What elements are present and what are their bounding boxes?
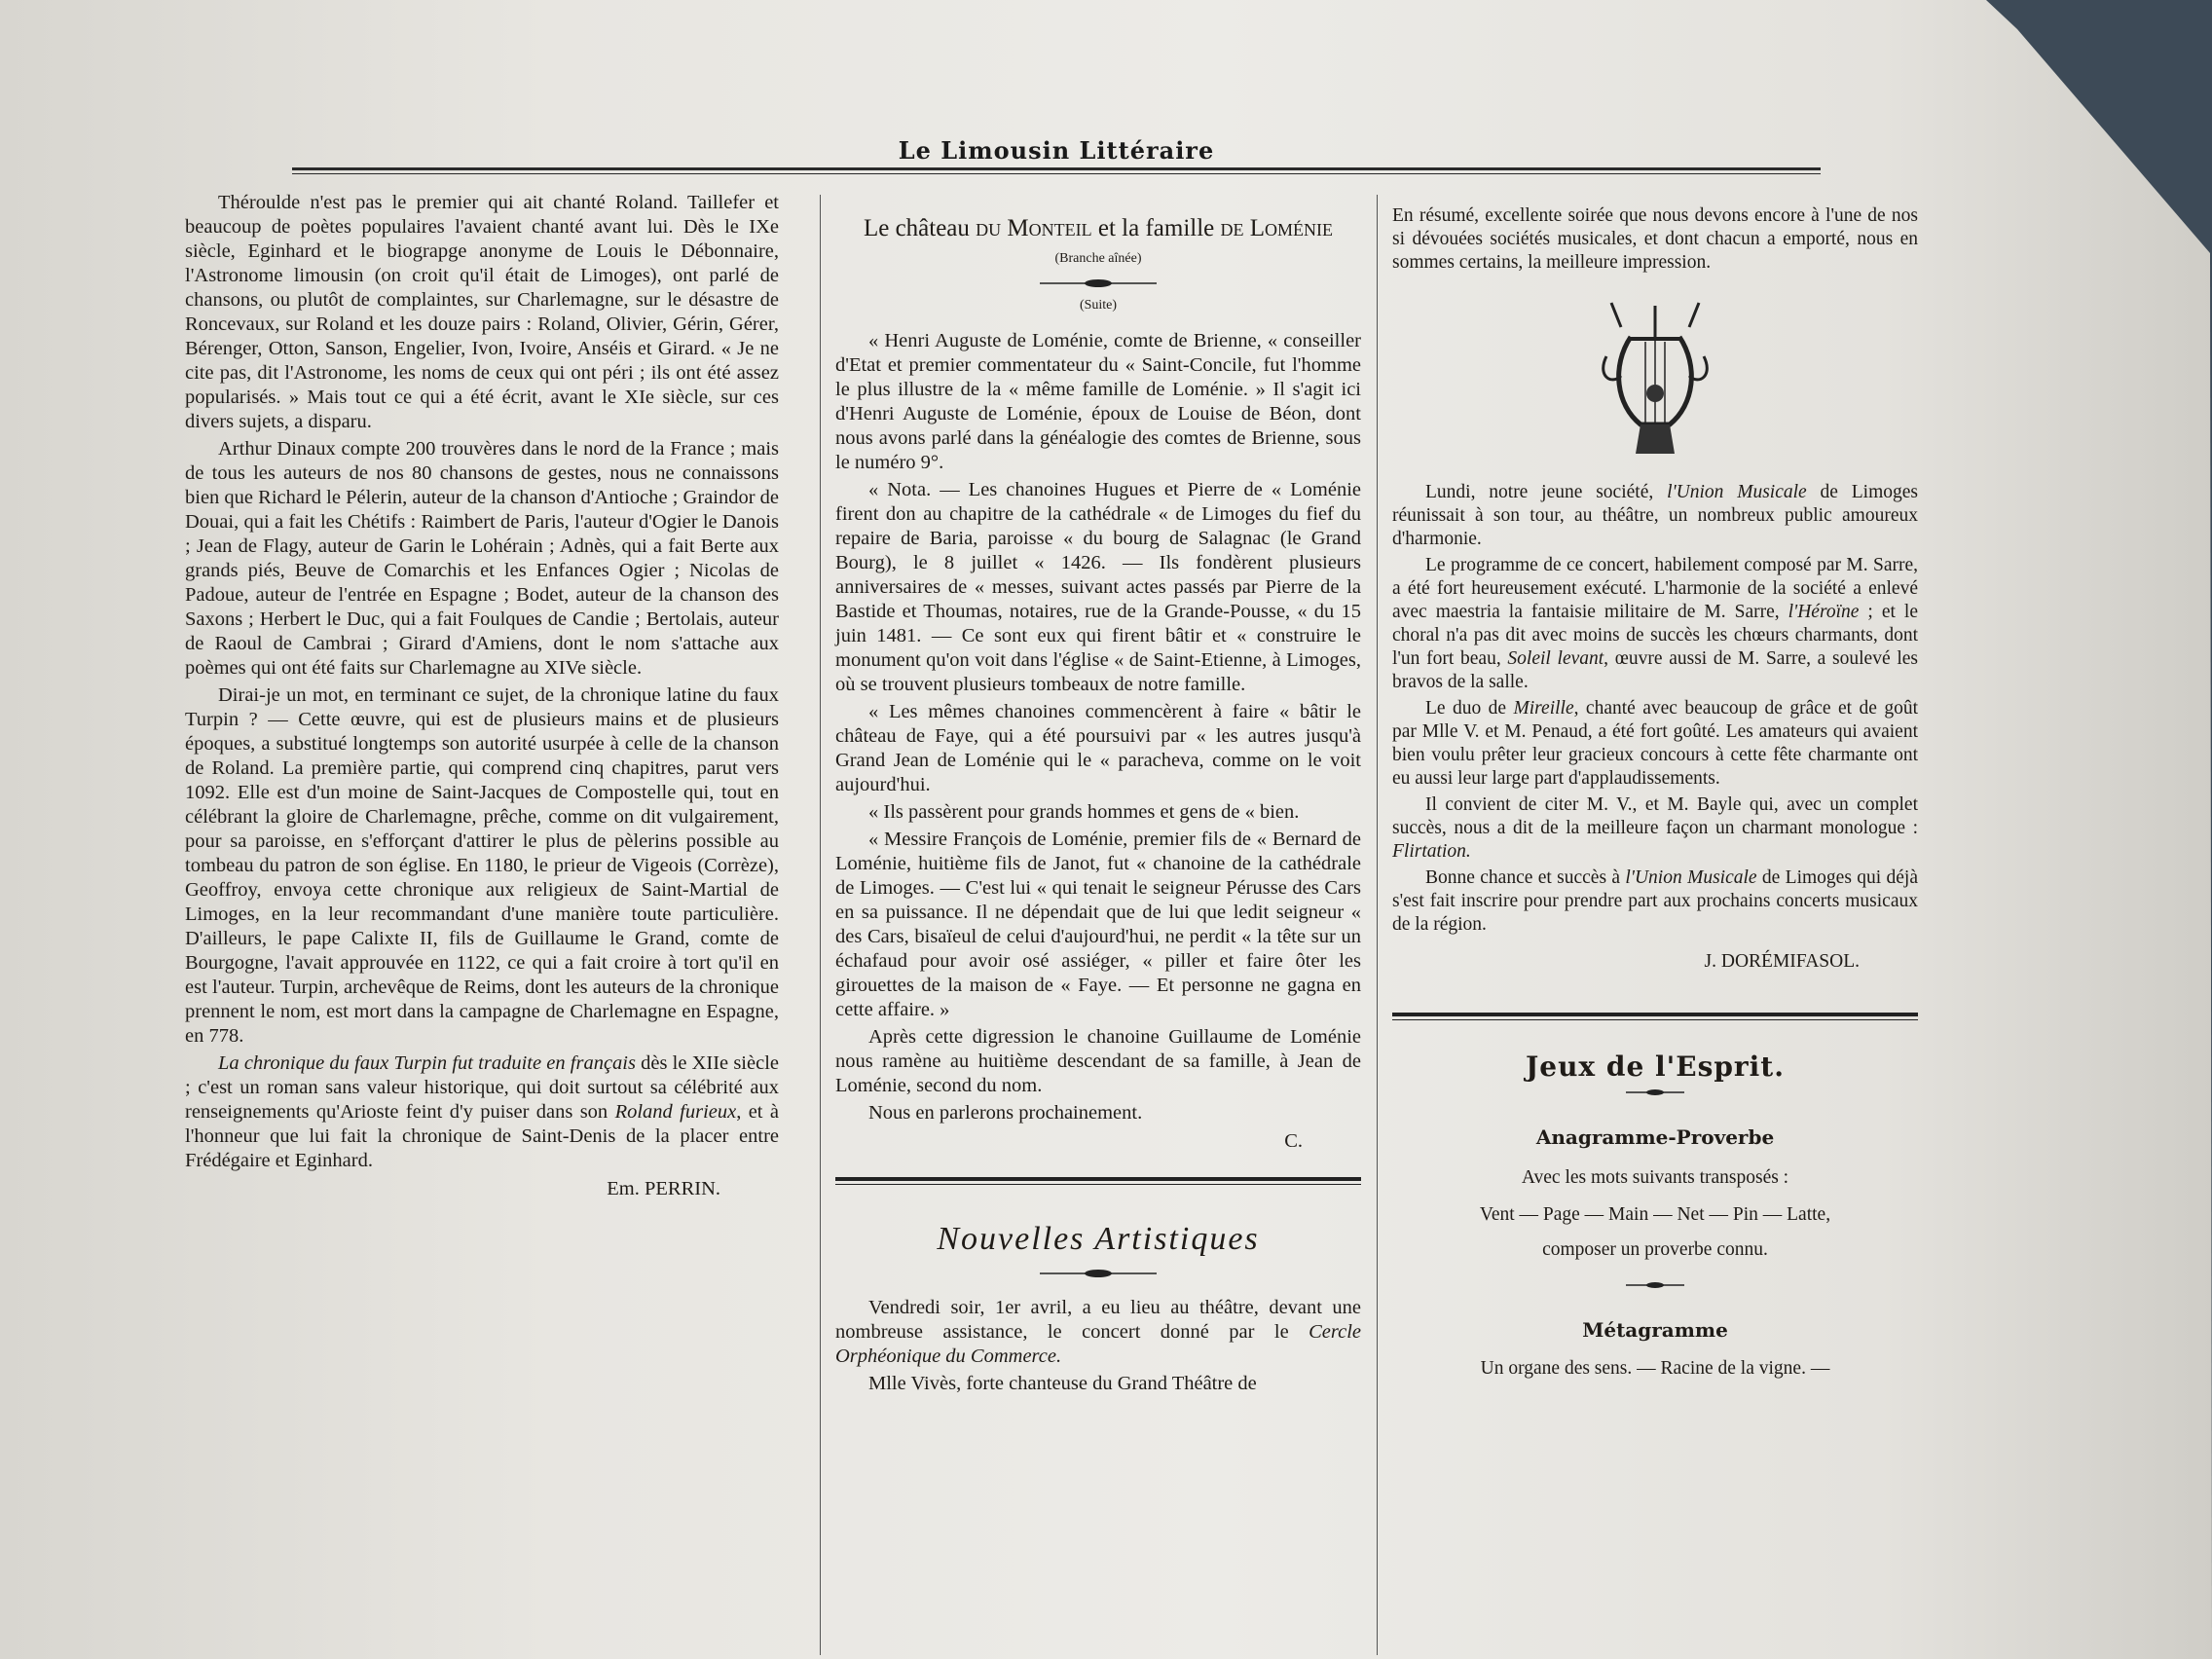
- masthead-rule-thin: [292, 173, 1821, 174]
- column-divider-right: [1377, 195, 1378, 1655]
- column-divider-left: [820, 195, 821, 1655]
- paragraph: Dirai-je un mot, en terminant ce sujet, de la chronique latine du faux Turpin ? — Cette œuvre, qui est de plusieurs mains et de plusieurs époques, a substitué longtemps son autorité usurpée à celle de la chanson de Roland. La première partie, qui comprend cinq chapitres, parut vers 1092. Elle est d'un moine de Saint-Jacques de Compostelle qui, tout en célébrant la gloire de Charlemagne, prêche, comme on dit vulgairement, pour sa paroisse, en s'efforçant d'attirer le plus de pèlerins possible au tombeau du patron de son église. En 1180, le prieur de Vigeois (Corrèze), Geoffroy, envoya cette chronique aux religieux de Saint-Martial de Limoges, en la leur recommandant d'une manière toute particulière. D'ailleurs, le pape Calixte II, fils de Guillaume le Grand, comte de Bourgogne, l'avait approuvée en 1122, ce qui a fait croire à tort qu'il en est l'auteur. Turpin, archevêque de Reims, dont les auteurs de la chronique prennent le nom, est mort dans la campagne de Charlemagne en Espagne, en 778.: [185, 684, 779, 1047]
- text: de Limoges réunissait à son tour, au théâtre, un nombreux public amoureux d'harmonie.: [1392, 482, 1918, 549]
- subtitle: (Branche aînée): [1054, 251, 1142, 266]
- text: Vendredi soir, 1er avril, a eu lieu au théâtre, devant une nombreuse assistance, le concert donné par le: [835, 1297, 1361, 1343]
- section-rule-thin: [1392, 1019, 1918, 1020]
- puzzle-text: composer un proverbe connu.: [1542, 1239, 1768, 1260]
- paragraph: Mlle Vivès, forte chanteuse du Grand Théâtre de: [868, 1373, 1257, 1394]
- title-part: Le château: [863, 215, 977, 241]
- title-part: et la famille: [1091, 215, 1221, 241]
- column-right: [1392, 204, 1918, 1383]
- article-title: [835, 214, 1361, 243]
- puzzle-title: Métagramme: [1582, 1318, 1728, 1342]
- paragraph: [185, 1051, 779, 1173]
- paragraph: [835, 1296, 1361, 1369]
- puzzle-words: Vent — Page — Main — Net — Pin — Latte,: [1479, 1204, 1831, 1225]
- text: , et à l'honneur que lui fait la chronique de Saint-Denis de la placer entre Frédégaire et Eginhard.: [185, 1101, 779, 1171]
- signature: C.: [1284, 1130, 1303, 1152]
- section-title: Nouvelles Artistiques: [937, 1221, 1260, 1257]
- section-rule-thin: [835, 1184, 1361, 1185]
- paragraph: « Ils passèrent pour grands hommes et gens de « bien.: [868, 801, 1300, 823]
- title-part: de Loménie: [1220, 215, 1334, 241]
- paragraph: Arthur Dinaux compte 200 trouvères dans le nord de la France ; mais de tous les auteurs de nos 80 chansons de gestes, nous ne connaissons bien que Richard le Pélerin, auteur de la chanson d'Antioche ; Graindor de Douai, qui a fait les Chétifs : Raimbert de Paris, l'auteur d'Ogier le Danois ; Jean de Flagy, auteur de Garin le Lohérain ; Adnès, qui a fait Berte aux grands piés, Beuve de Comarchis et les Enfances Ogier ; Nicolas de Padoue, auteur de l'entrée en Espagne ; Bodet, auteur de la chanson des Saxons ; Herbert le Duc, qui a fait Foulques de Candie ; Bertolais, auteur de Raoul de Cambrai ; Girard d'Amiens, dont le nom s'attache aux poèmes qui ont été faits sur Charlemagne au XIVe siècle.: [185, 438, 779, 679]
- paragraph: « Nota. — Les chanoines Hugues et Pierre de « Loménie firent don au chapitre de la cathédrale « de Limoges du fief du repaire de Baria, paroisse « du bourg de Salagnac (le Grand Bourg), le 8 juillet « 1426. — Ils fondèrent plusieurs anniversaires de « messes, suivant actes passés par Pierre de la Bastide et Thoumas, notaires, rue de la Grande-Pousse, « du 15 juin 1481. — Ce sont eux qui firent bâtir et « construire le monument qu'on voit dans l'église « de Saint-Etienne, à Limoges, où se trouvent plusieurs tombeaux de notre famille.: [835, 479, 1361, 695]
- masthead-rule: [292, 167, 1821, 170]
- italic-text: l'Héroïne: [1788, 602, 1860, 622]
- paragraph: [1392, 697, 1918, 791]
- title-part: du Monteil: [976, 215, 1092, 241]
- paragraph: [1392, 793, 1918, 864]
- text: , œuvre aussi de M. Sarre, a soulevé les bravos de la salle.: [1392, 648, 1918, 692]
- text: de Limoges qui déjà s'est fait inscrire pour prendre part aux prochains concerts musicaux de la région.: [1392, 867, 1918, 935]
- paragraph: Nous en parlerons prochainement.: [868, 1102, 1143, 1124]
- signature: Em. PERRIN.: [607, 1178, 720, 1199]
- lyre-ornament-icon: [1602, 298, 1709, 463]
- column-middle: [835, 191, 1361, 1399]
- section-title: Jeux de l'Esprit.: [1526, 1051, 1785, 1083]
- italic-text: Mireille: [1513, 698, 1574, 719]
- italic-text: l'Union Musicale: [1667, 482, 1807, 502]
- ornament-icon: [1040, 276, 1157, 290]
- puzzle-title: Anagramme-Proverbe: [1535, 1125, 1775, 1149]
- paragraph: Théroulde n'est pas le premier qui ait chanté Roland. Taillefer et beaucoup de poètes populaires l'avaient chanté avant lui. Dès le IXe siècle, Eginhard et le biograpge anonyme de Louis le Débonnaire, l'Astronome limousin (on croit qu'il était de Limoges), ont parlé de chansons, ou plutôt de complaintes, sur Charlemagne, sur le désastre de Roncevaux, sur Roland et les douze pairs : Roland, Olivier, Gérin, Gérer, Bérenger, Otton, Sanson, Engelier, Ivon, Ivoire, Anséis et Girard. « Je ne cite pas, dit l'Astronome, les noms de ceux qui ont péri ; ils ont été assez popularisés. » Mais tout ce qui a été écrit, avant le XIe siècle, sur ces divers sujets, a disparu.: [185, 192, 779, 432]
- signature: J. DORÉMIFASOL.: [1704, 951, 1860, 972]
- italic-text: Cercle Orphéonique du Commerce.: [835, 1321, 1361, 1367]
- paragraph: Après cette digression le chanoine Guillaume de Loménie nous ramène au huitième descendant de sa famille, à Jean de Loménie, second du nom.: [835, 1026, 1361, 1096]
- paragraph: « Messire François de Loménie, premier fils de « Bernard de Loménie, huitième fils de Janot, fut « chanoine de la cathédrale de Limoges. — C'est lui « qui tenait le seigneur Pérusse des Cars en sa puissance. Il ne dépendait que de lui que ledit seigneur « des Cars, bisaïeul de celui d'aujourd'hui, ne perdit « la tête sur un échafaud pour avoir osé assiéger, « piller et faire ôter les girouettes de la maison de « Faye. — Et personne ne gagna en cette affaire. »: [835, 829, 1361, 1020]
- paragraph: [1392, 481, 1918, 551]
- suite-label: (Suite): [1079, 298, 1118, 313]
- paragraph: [1392, 554, 1918, 694]
- paragraph: [1392, 866, 1918, 937]
- section-rule: [1392, 1013, 1918, 1016]
- puzzle-text: Avec les mots suivants transposés :: [1521, 1167, 1789, 1188]
- column-left: [185, 191, 779, 1201]
- paragraph: « Henri Auguste de Loménie, comte de Brienne, « conseiller d'Etat et premier commentateur du « Saint-Concile, fut l'homme le plus illustre de la « même famille de Loménie. » Il s'agit ici d'Henri Auguste de Loménie, époux de Louise de Béon, dont nous avons parlé dans la généalogie des comtes de Brienne, sous le numéro 9°.: [835, 330, 1361, 473]
- text: Lundi, notre jeune société,: [1425, 482, 1668, 502]
- ornament-icon: [1626, 1087, 1684, 1098]
- text: ; et le choral n'a pas dit avec moins de succès les chœurs charmants, dont l'un fort beau,: [1392, 602, 1918, 669]
- italic-text: Soleil levant: [1507, 648, 1604, 669]
- italic-text: Flirtation.: [1392, 841, 1471, 862]
- italic-text: La chronique du faux Turpin fut traduite en français: [218, 1052, 636, 1074]
- text: dès le XIIe siècle ; c'est un roman sans valeur historique, qui doit surtout sa célébrité aux renseignements qu'Arioste feint d'y puiser dans son: [185, 1052, 779, 1123]
- text: Il convient de citer M. V., et M. Bayle qui, avec un complet succès, nous a dit de la meilleure façon un charmant monologue :: [1392, 794, 1918, 838]
- paragraph: En résumé, excellente soirée que nous devons encore à l'une de nos si dévouées sociétés musicales, et dont chacun a emporté, nous en sommes certains, la meilleure impression.: [1392, 205, 1918, 273]
- italic-text: l'Union Musicale: [1625, 867, 1757, 888]
- masthead: Le Limousin Littéraire: [898, 136, 1215, 165]
- text: Le programme de ce concert, habilement composé par M. Sarre, a été fort heureusement exécuté. L'harmonie de la société a enlevé avec maestria la fantaisie militaire de M. Sarre,: [1392, 555, 1918, 622]
- text: Le duo de: [1425, 698, 1514, 719]
- ornament-icon: [1040, 1267, 1157, 1280]
- section-rule: [835, 1177, 1361, 1181]
- puzzle-text: Un organe des sens. — Racine de la vigne. —: [1480, 1358, 1830, 1379]
- italic-text: Roland furieux: [614, 1101, 737, 1123]
- text: Bonne chance et succès à: [1425, 867, 1626, 888]
- ornament-icon: [1626, 1279, 1684, 1291]
- text: , chanté avec beaucoup de grâce et de goût par Mlle V. et M. Penaud, a été fort goûté. Les amateurs qui avaient bien voulu prêter leur gracieux concours à cette fête charmante ont eu aussi leur large part d'applaudissements.: [1392, 698, 1918, 789]
- paragraph: « Les mêmes chanoines commencèrent à faire « bâtir le château de Faye, qui a été poursuivi par « les autres jusqu'à Grand Jean de Loménie qui le « paracheva, comme on le voit aujourd'hui.: [835, 701, 1361, 795]
